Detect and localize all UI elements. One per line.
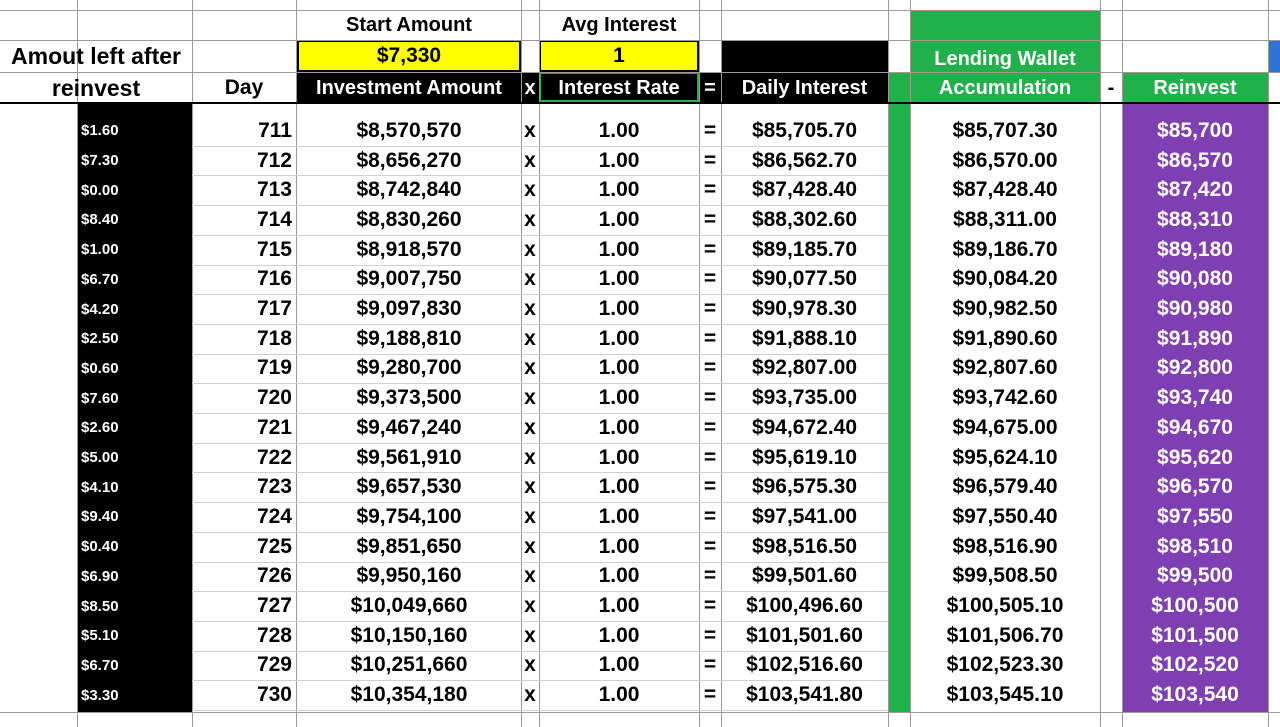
interest-rate-cell[interactable]: 1.00 [598, 594, 640, 618]
equals-symbol-header: = [704, 76, 716, 99]
multiply-symbol-cell[interactable]: x [524, 237, 536, 261]
multiply-symbol-cell[interactable]: x [524, 207, 536, 231]
reinvest-cell[interactable]: $96,570 [1157, 475, 1233, 499]
lending-wallet-cell[interactable]: $95,624.10 [952, 445, 1058, 469]
multiply-symbol-header: x [524, 76, 536, 99]
amount-left-cell[interactable]: $7.30 [81, 152, 119, 170]
equals-symbol-cell[interactable]: = [703, 504, 717, 528]
amount-left-cell[interactable]: $4.20 [81, 300, 119, 318]
lending-wallet-cell[interactable]: $103,545.10 [946, 683, 1064, 707]
lending-wallet-cell[interactable]: $92,807.60 [952, 356, 1058, 380]
interest-rate-cell[interactable]: 1.00 [598, 683, 640, 707]
table-row [0, 413, 1280, 443]
table-row [0, 443, 1280, 473]
daily-interest-cell[interactable]: $92,807.00 [751, 356, 858, 380]
start-amount-header: Start Amount [346, 13, 472, 36]
table-row [0, 235, 1280, 265]
lending-wallet-cell[interactable]: $94,675.00 [952, 415, 1058, 439]
amount-left-cell[interactable]: $2.60 [81, 419, 119, 437]
daily-interest-cell[interactable]: $100,496.60 [746, 594, 863, 618]
interest-rate-cell[interactable]: 1.00 [598, 356, 640, 380]
multiply-symbol-cell[interactable]: x [524, 534, 536, 558]
daily-interest-cell[interactable]: $89,185.70 [751, 237, 858, 261]
interest-rate-cell[interactable]: 1.00 [598, 237, 640, 261]
equals-symbol-cell[interactable]: = [703, 683, 717, 707]
start-amount-value[interactable]: $7,330 [376, 44, 442, 67]
table-row [0, 354, 1280, 384]
multiply-symbol-cell[interactable]: x [524, 326, 536, 350]
daily-interest-cell[interactable]: $102,516.60 [746, 653, 863, 677]
amount-left-cell[interactable]: $2.50 [81, 330, 119, 348]
reinvest-cell[interactable]: $90,080 [1157, 267, 1233, 291]
amount-left-cell[interactable]: $1.00 [81, 241, 119, 259]
equals-symbol-cell[interactable]: = [703, 237, 717, 261]
amount-left-cell[interactable]: $0.00 [81, 181, 119, 199]
multiply-symbol-cell[interactable]: x [524, 653, 536, 677]
lending-wallet-cell[interactable]: $102,523.30 [946, 653, 1064, 677]
amount-left-cell[interactable]: $1.60 [81, 122, 119, 140]
daily-interest-header: Daily Interest [741, 76, 868, 99]
daily-interest-cell[interactable]: $88,302.60 [751, 207, 858, 231]
equals-symbol-cell[interactable]: = [703, 386, 717, 410]
amount-left-cell[interactable]: $4.10 [81, 478, 119, 496]
investment-amount-cell[interactable]: $8,656,270 [356, 148, 462, 172]
lending-wallet-cell[interactable]: $87,428.40 [952, 178, 1058, 202]
amount-left-cell[interactable]: $8.40 [81, 211, 119, 229]
equals-symbol-cell[interactable]: = [703, 178, 717, 202]
day-cell[interactable]: 716 [256, 267, 292, 291]
lending-wallet-cell[interactable]: $91,890.60 [952, 326, 1058, 350]
interest-rate-cell[interactable]: 1.00 [598, 475, 640, 499]
table-row [0, 472, 1280, 502]
investment-amount-cell[interactable]: $9,280,700 [356, 356, 462, 380]
lending-wallet-cell[interactable]: $90,084.20 [952, 267, 1058, 291]
day-cell[interactable]: 730 [256, 683, 292, 707]
interest-rate-cell[interactable]: 1.00 [598, 297, 640, 321]
day-cell[interactable]: 720 [256, 386, 292, 410]
interest-rate-cell[interactable]: 1.00 [598, 653, 640, 677]
table-row [0, 651, 1280, 681]
lending-wallet-cell[interactable]: $99,508.50 [952, 564, 1058, 588]
reinvest-cell[interactable]: $92,800 [1157, 356, 1233, 380]
amount-left-cell[interactable]: $5.10 [81, 627, 119, 645]
table-row [0, 383, 1280, 413]
multiply-symbol-cell[interactable]: x [524, 415, 536, 439]
lending-wallet-header-line2: Accumulation [938, 76, 1072, 99]
interest-rate-cell[interactable]: 1.00 [598, 386, 640, 410]
equals-symbol-cell[interactable]: = [703, 118, 717, 142]
investment-amount-cell[interactable]: $9,373,500 [356, 386, 462, 410]
table-row [0, 680, 1280, 710]
daily-interest-cell[interactable]: $94,672.40 [751, 415, 858, 439]
reinvest-cell[interactable]: $93,740 [1157, 386, 1233, 410]
reinvest-cell[interactable]: $89,180 [1157, 237, 1233, 261]
interest-rate-cell[interactable]: 1.00 [598, 623, 640, 647]
day-header: Day [224, 76, 264, 99]
interest-rate-cell[interactable]: 1.00 [598, 445, 640, 469]
reinvest-cell[interactable]: $97,550 [1157, 504, 1233, 528]
amount-left-cell[interactable]: $8.50 [81, 597, 119, 615]
investment-amount-cell[interactable]: $9,851,650 [356, 534, 462, 558]
lending-wallet-cell[interactable]: $97,550.40 [952, 504, 1058, 528]
day-cell[interactable]: 714 [256, 207, 292, 231]
day-cell[interactable]: 717 [256, 297, 292, 321]
investment-amount-cell[interactable]: $9,561,910 [356, 445, 462, 469]
lending-wallet-cell[interactable]: $86,570.00 [952, 148, 1058, 172]
amount-left-header-line2: reinvest [51, 74, 141, 101]
investment-amount-cell[interactable]: $9,188,810 [356, 326, 462, 350]
day-cell[interactable]: 718 [256, 326, 292, 350]
investment-amount-cell[interactable]: $9,950,160 [356, 564, 462, 588]
investment-amount-cell[interactable]: $8,742,840 [356, 178, 462, 202]
equals-symbol-cell[interactable]: = [703, 594, 717, 618]
multiply-symbol-cell[interactable]: x [524, 683, 536, 707]
day-cell[interactable]: 723 [256, 475, 292, 499]
reinvest-cell[interactable]: $98,510 [1157, 534, 1233, 558]
interest-rate-cell[interactable]: 1.00 [598, 267, 640, 291]
avg-interest-header: Avg Interest [561, 13, 677, 36]
day-cell[interactable]: 722 [256, 445, 292, 469]
equals-symbol-cell[interactable]: = [703, 445, 717, 469]
reinvest-cell[interactable]: $95,620 [1157, 445, 1233, 469]
multiply-symbol-cell[interactable]: x [524, 267, 536, 291]
lending-wallet-cell[interactable]: $89,186.70 [952, 237, 1058, 261]
lending-wallet-cell[interactable]: $101,506.70 [946, 623, 1064, 647]
multiply-symbol-cell[interactable]: x [524, 564, 536, 588]
equals-symbol-cell[interactable]: = [703, 326, 717, 350]
daily-interest-cell[interactable]: $87,428.40 [751, 178, 858, 202]
daily-interest-cell[interactable]: $99,501.60 [751, 564, 858, 588]
investment-amount-cell[interactable]: $10,251,660 [350, 653, 468, 677]
table-row [0, 294, 1280, 324]
daily-interest-cell[interactable]: $93,735.00 [751, 386, 858, 410]
interest-rate-cell[interactable]: 1.00 [598, 564, 640, 588]
investment-amount-cell[interactable]: $10,150,160 [350, 623, 468, 647]
investment-amount-header: Investment Amount [316, 76, 502, 99]
equals-symbol-cell[interactable]: = [703, 564, 717, 588]
equals-symbol-cell[interactable]: = [703, 267, 717, 291]
amount-left-cell[interactable]: $0.40 [81, 538, 119, 556]
investment-amount-cell[interactable]: $9,007,750 [356, 267, 462, 291]
interest-rate-cell[interactable]: 1.00 [598, 148, 640, 172]
amount-left-header-line1: Amout left after [11, 42, 181, 69]
multiply-symbol-cell[interactable]: x [524, 386, 536, 410]
lending-wallet-cell[interactable]: $93,742.60 [952, 386, 1058, 410]
daily-interest-cell[interactable]: $90,978.30 [751, 297, 858, 321]
reinvest-cell[interactable]: $101,500 [1151, 623, 1239, 647]
reinvest-cell[interactable]: $102,520 [1151, 653, 1239, 677]
day-cell[interactable]: 726 [256, 564, 292, 588]
table-row [0, 562, 1280, 592]
multiply-symbol-cell[interactable]: x [524, 148, 536, 172]
table-row [0, 591, 1280, 621]
day-cell[interactable]: 712 [256, 148, 292, 172]
amount-left-cell[interactable]: $3.30 [81, 686, 119, 704]
lending-wallet-header-line1: Lending Wallet [934, 47, 1076, 70]
reinvest-cell[interactable]: $86,570 [1157, 148, 1233, 172]
reinvest-cell[interactable]: $103,540 [1151, 683, 1239, 707]
equals-symbol-cell[interactable]: = [703, 653, 717, 677]
investment-amount-cell[interactable]: $10,049,660 [350, 594, 468, 618]
header-green-spacer [888, 72, 910, 102]
investment-amount-cell[interactable]: $9,467,240 [356, 415, 462, 439]
amount-left-cell[interactable]: $0.60 [81, 359, 119, 377]
daily-interest-cell[interactable]: $96,575.30 [751, 475, 858, 499]
investment-amount-cell[interactable]: $8,918,570 [356, 237, 462, 261]
multiply-symbol-cell[interactable]: x [524, 297, 536, 321]
minus-symbol-header: - [1107, 76, 1115, 99]
table-row [0, 621, 1280, 651]
reinvest-header: Reinvest [1153, 76, 1237, 99]
reinvest-cell[interactable]: $88,310 [1157, 207, 1233, 231]
day-cell[interactable]: 719 [256, 356, 292, 380]
table-row [0, 175, 1280, 205]
investment-amount-cell[interactable]: $9,754,100 [356, 504, 462, 528]
daily-interest-cell[interactable]: $85,705.70 [751, 118, 858, 142]
amount-left-cell[interactable]: $6.90 [81, 567, 119, 585]
multiply-symbol-cell[interactable]: x [524, 594, 536, 618]
multiply-symbol-cell[interactable]: x [524, 475, 536, 499]
multiply-symbol-cell[interactable]: x [524, 118, 536, 142]
multiply-symbol-cell[interactable]: x [524, 356, 536, 380]
table-row [0, 502, 1280, 532]
day-cell[interactable]: 729 [256, 653, 292, 677]
interest-rate-cell[interactable]: 1.00 [598, 534, 640, 558]
grid-line [0, 712, 1280, 713]
multiply-symbol-cell[interactable]: x [524, 178, 536, 202]
equals-symbol-cell[interactable]: = [703, 534, 717, 558]
investment-amount-cell[interactable]: $9,657,530 [356, 475, 462, 499]
day-cell[interactable]: 724 [256, 504, 292, 528]
amount-left-cell[interactable]: $6.70 [81, 270, 119, 288]
daily-interest-cell[interactable]: $95,619.10 [751, 445, 858, 469]
interest-rate-cell[interactable]: 1.00 [598, 326, 640, 350]
investment-amount-cell[interactable]: $8,570,570 [356, 118, 462, 142]
interest-rate-cell[interactable]: 1.00 [598, 118, 640, 142]
day-cell[interactable]: 713 [256, 178, 292, 202]
day-cell[interactable]: 725 [256, 534, 292, 558]
table-row [0, 146, 1280, 176]
day-cell[interactable]: 721 [256, 415, 292, 439]
reinvest-cell[interactable]: $87,420 [1157, 178, 1233, 202]
table-row [0, 532, 1280, 562]
table-row [0, 324, 1280, 354]
interest-rate-cell[interactable]: 1.00 [598, 178, 640, 202]
amount-left-cell[interactable]: $6.70 [81, 656, 119, 674]
equals-symbol-cell[interactable]: = [703, 148, 717, 172]
interest-rate-cell[interactable]: 1.00 [598, 207, 640, 231]
investment-amount-cell[interactable]: $10,354,180 [350, 683, 468, 707]
multiply-symbol-cell[interactable]: x [524, 445, 536, 469]
investment-amount-cell[interactable]: $8,830,260 [356, 207, 462, 231]
investment-amount-cell[interactable]: $9,097,830 [356, 297, 462, 321]
amount-left-cell[interactable]: $7.60 [81, 389, 119, 407]
equals-symbol-cell[interactable]: = [703, 356, 717, 380]
reinvest-cell[interactable]: $91,890 [1157, 326, 1233, 350]
daily-interest-cell[interactable]: $90,077.50 [751, 267, 858, 291]
data-rows [0, 116, 1280, 712]
reinvest-cell[interactable]: $100,500 [1151, 594, 1239, 618]
lending-wallet-cell[interactable]: $90,982.50 [952, 297, 1058, 321]
interest-rate-header: Interest Rate [558, 76, 680, 99]
interest-rate-cell[interactable]: 1.00 [598, 504, 640, 528]
lending-wallet-cell[interactable]: $100,505.10 [946, 594, 1064, 618]
blue-edge-cell [1268, 40, 1280, 72]
lending-wallet-cell[interactable]: $88,311.00 [953, 207, 1057, 231]
amount-left-cell[interactable]: $5.00 [81, 449, 119, 467]
daily-interest-cell[interactable]: $91,888.10 [751, 326, 858, 350]
multiply-symbol-cell[interactable]: x [524, 623, 536, 647]
reinvest-cell[interactable]: $85,700 [1157, 118, 1233, 142]
amount-left-cell[interactable]: $9.40 [81, 508, 119, 526]
multiply-symbol-cell[interactable]: x [524, 504, 536, 528]
day-cell[interactable]: 711 [258, 118, 292, 142]
lending-wallet-cell[interactable]: $85,707.30 [952, 118, 1058, 142]
daily-interest-cell[interactable]: $97,541.00 [751, 504, 858, 528]
table-row [0, 205, 1280, 235]
daily-interest-cell[interactable]: $103,541.80 [746, 683, 863, 707]
equals-symbol-cell[interactable]: = [703, 415, 717, 439]
equals-symbol-cell[interactable]: = [703, 297, 717, 321]
equals-symbol-cell[interactable]: = [703, 475, 717, 499]
lending-wallet-cell[interactable]: $98,516.90 [952, 534, 1058, 558]
reinvest-cell[interactable]: $99,500 [1157, 564, 1233, 588]
row-divider [192, 710, 888, 711]
day-cell[interactable]: 715 [256, 237, 292, 261]
table-row [0, 116, 1280, 146]
day-cell[interactable]: 727 [256, 594, 292, 618]
reinvest-cell[interactable]: $90,980 [1157, 297, 1233, 321]
table-row [0, 265, 1280, 295]
equals-symbol-cell[interactable]: = [703, 623, 717, 647]
lending-wallet-cell[interactable]: $96,579.40 [952, 475, 1058, 499]
avg-interest-value[interactable]: 1 [613, 44, 625, 67]
day-cell[interactable]: 728 [256, 623, 292, 647]
equals-symbol-cell[interactable]: = [703, 207, 717, 231]
reinvest-cell[interactable]: $94,670 [1157, 415, 1233, 439]
daily-interest-cell[interactable]: $98,516.50 [751, 534, 858, 558]
interest-rate-cell[interactable]: 1.00 [598, 415, 640, 439]
daily-interest-cell[interactable]: $101,501.60 [746, 623, 863, 647]
daily-interest-cell[interactable]: $86,562.70 [751, 148, 858, 172]
